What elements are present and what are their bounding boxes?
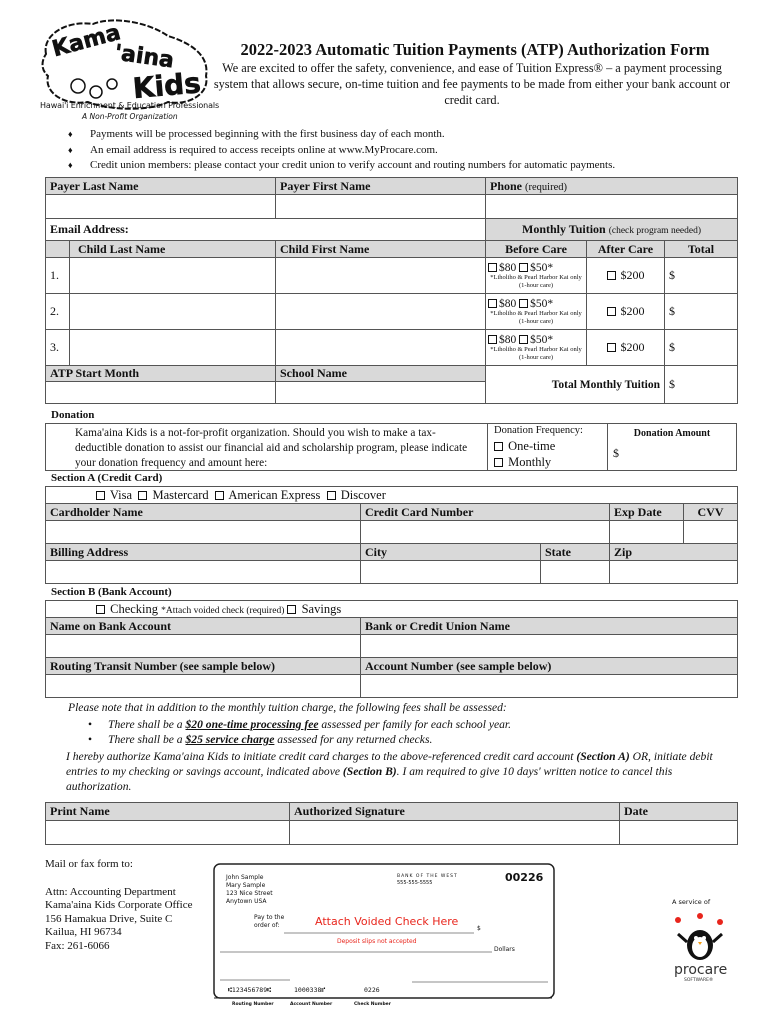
before-care-options[interactable]: $80 $50* *Liholiho & Pearl Harbor Kai only (1-hour care) [486, 330, 587, 366]
signature-label: Authorized Signature [290, 803, 620, 821]
before-care-label: Before Care [486, 241, 587, 258]
mail-line: Fax: 261-6066 [45, 939, 110, 952]
child-last-name-label: Child Last Name [70, 241, 276, 258]
total-monthly-label: Total Monthly Tuition [486, 366, 665, 404]
child-last-name-field[interactable] [70, 330, 276, 366]
email-field[interactable]: Email Address: [46, 219, 486, 241]
state-label: State [541, 544, 610, 561]
bank-name-label: Bank or Credit Union Name [361, 618, 738, 635]
table-row [46, 294, 738, 330]
name-on-account-field[interactable] [46, 635, 361, 658]
check-number-label: Check Number [354, 1002, 391, 1007]
checkbox-icon [488, 335, 497, 344]
form-title: 2022-2023 Automatic Tuition Payments (ATP) Authorization Form [240, 40, 710, 59]
donation-text: Kama'aina Kids is a not-for-profit organization. Should you wish to make a tax-deductible donation to assist our financial aid and scholarship program, please indicate your donation frequency and amount here: [75, 427, 468, 469]
before-care-options[interactable]: $80 $50* *Liholiho & Pearl Harbor Kai only (1-hour care) [486, 258, 587, 294]
card-type-options [46, 487, 738, 504]
checkbox-icon [519, 263, 528, 272]
checkbox-icon [519, 299, 528, 308]
check-bank: BANK OF THE WEST [397, 874, 458, 879]
authorization-text: I hereby authorize Kama'aina Kids to initiate credit card charges to the above-referenced credit card account (Section A) OR, initiate debit entries to my checking or savings account, indicated above (Section B). I am required to give 10 days' written notice to cancel this authorization. [66, 750, 713, 793]
child-first-name-field[interactable] [276, 294, 486, 330]
logo-subtitle: A Non-Profit Organization [82, 112, 178, 121]
mail-line: Kama'aina Kids Corporate Office [45, 899, 193, 911]
date-label: Date [620, 803, 738, 821]
dollars-label: Dollars [494, 946, 515, 953]
account-number-field[interactable] [361, 675, 738, 698]
after-care-option[interactable]: $200 [587, 330, 665, 366]
check-number: 00226 [505, 871, 544, 884]
mailing-address [45, 858, 192, 953]
checkbox-icon [494, 442, 503, 451]
donation-amount-field[interactable]: $ [613, 446, 619, 460]
routing-number-label: Routing Transit Number (see sample below) [46, 658, 361, 675]
mail-line: Kailua, HI 96734 [45, 926, 122, 938]
zip-label: Zip [610, 544, 738, 561]
info-bullets [68, 127, 615, 174]
check-bank-phone: 555-555-5555 [397, 880, 433, 886]
after-care-option[interactable]: $200 [587, 258, 665, 294]
row-number: 2. [46, 294, 70, 330]
dollar-sign: $ [477, 925, 481, 932]
credit-card-table [45, 486, 738, 584]
sample-check [212, 862, 556, 1012]
payer-first-name-label: Payer First Name [276, 178, 486, 195]
cvv-field[interactable] [684, 521, 738, 544]
attach-check-text: Attach Voided Check Here [315, 915, 459, 928]
exp-date-label: Exp Date [610, 504, 684, 521]
micr-routing: ⑆123456789⑆ [228, 986, 272, 994]
checking-option[interactable]: Checking [96, 602, 158, 616]
account-type-options [46, 601, 738, 618]
account-number-label: Account Number (see sample below) [361, 658, 738, 675]
name-on-account-label: Name on Bank Account [46, 618, 361, 635]
payer-last-name-field[interactable] [46, 195, 276, 219]
savings-option[interactable]: Savings [287, 602, 341, 616]
monthly-tuition-label: Monthly Tuition (check program needed) [486, 219, 738, 241]
procare-logo [660, 898, 740, 998]
signature-table [45, 802, 738, 845]
service-label: A service of [672, 898, 711, 906]
payer-last-name-label: Payer Last Name [46, 178, 276, 195]
bank-name-field[interactable] [361, 635, 738, 658]
checkbox-icon [607, 271, 616, 280]
child-first-name-field[interactable] [276, 258, 486, 294]
donation-box [45, 423, 737, 471]
card-number-label: Credit Card Number [361, 504, 610, 521]
account-label: Account Number [290, 1002, 333, 1007]
section-b-label: Section B (Bank Account) [51, 586, 172, 598]
check-name: John Sample [226, 874, 264, 881]
routing-number-field[interactable] [46, 675, 361, 698]
after-care-option[interactable]: $200 [587, 294, 665, 330]
total-label: Total [665, 241, 738, 258]
discover-option[interactable]: Discover [327, 488, 386, 502]
city-label: City [361, 544, 541, 561]
billing-address-label: Billing Address [46, 544, 361, 561]
card-number-field[interactable] [361, 521, 610, 544]
school-name-field[interactable] [276, 382, 486, 404]
print-name-field[interactable] [46, 821, 290, 845]
child-first-name-field[interactable] [276, 330, 486, 366]
school-name-label: School Name [276, 366, 486, 382]
routing-label: Routing Number [232, 1002, 274, 1007]
bullet-item: ♦ Credit union members: please contact your credit union to verify account and routing numbers for automatic payments. [68, 158, 615, 174]
svg-text:Kama: Kama [49, 20, 124, 63]
donation-label: Donation [51, 409, 95, 421]
checkbox-icon [519, 335, 528, 344]
date-field[interactable] [620, 821, 738, 845]
print-name-label: Print Name [46, 803, 290, 821]
donation-amount-label: Donation Amount [633, 428, 711, 439]
phone-field[interactable] [486, 195, 738, 219]
table-row [46, 330, 738, 366]
pay-to-label: Pay to the [254, 914, 285, 921]
mail-line: Attn: Accounting Department [45, 885, 176, 898]
fee-item: • There shall be a $25 service charge assessed for any returned checks. [88, 732, 728, 747]
bank-account-table [45, 600, 738, 698]
billing-address-field[interactable] [46, 561, 361, 584]
mastercard-option[interactable]: Mastercard [138, 488, 208, 502]
svg-text:'aina: 'aina [112, 40, 176, 74]
payer-first-name-field[interactable] [276, 195, 486, 219]
bullet-item: ♦ Payments will be processed beginning with the first business day of each month. [68, 127, 615, 143]
row-number: 3. [46, 330, 70, 366]
atp-start-label: ATP Start Month [46, 366, 276, 382]
checkbox-icon [96, 491, 105, 500]
atp-start-field[interactable] [46, 382, 276, 404]
checkbox-icon [607, 343, 616, 352]
total-monthly-field[interactable]: $ [665, 366, 738, 404]
after-care-label: After Care [587, 241, 665, 258]
table-row [46, 258, 738, 294]
checkbox-icon [215, 491, 224, 500]
fee-notes [68, 700, 728, 794]
before-care-options[interactable]: $80 $50* *Liholiho & Pearl Harbor Kai only (1-hour care) [486, 294, 587, 330]
deposit-note: Deposit slips not accepted [337, 938, 417, 945]
procare-sub: SOFTWARE® [684, 978, 714, 983]
check-address: 123 Nice Street [226, 890, 273, 897]
monthly-option[interactable]: Monthly [494, 455, 551, 470]
mail-line: 156 Hamakua Drive, Suite C [45, 912, 173, 925]
checkbox-icon [327, 491, 336, 500]
phone-label: Phone (required) [486, 178, 738, 195]
logo-tagline: Hawai'i Enrichment & Education Professionals [40, 101, 220, 110]
micr-check: 0226 [364, 986, 380, 994]
checkbox-icon [96, 605, 105, 614]
mail-heading: Mail or fax form to: [45, 858, 133, 870]
procare-brand: procare [674, 962, 728, 978]
exp-date-field[interactable] [610, 521, 684, 544]
one-time-option[interactable]: One-time [494, 439, 555, 454]
row-total[interactable]: $ [665, 330, 738, 366]
checkbox-icon [494, 458, 503, 467]
checkbox-icon [287, 605, 296, 614]
row-total[interactable]: $ [665, 258, 738, 294]
pay-to-label: order of: [254, 922, 280, 929]
row-total[interactable]: $ [665, 294, 738, 330]
bullet-item: ♦ An email address is required to access receipts online at www.MyProcare.com. [68, 143, 615, 159]
payer-child-table [45, 177, 738, 404]
svg-text:Kids: Kids [131, 66, 203, 106]
state-field[interactable] [541, 561, 610, 584]
checkbox-icon [607, 307, 616, 316]
child-first-name-label: Child First Name [276, 241, 486, 258]
check-address: Anytown USA [226, 898, 267, 905]
checking-note: *Attach voided check (required) [161, 605, 285, 616]
fee-item: • There shall be a $20 one-time processing fee assessed per family for each school year. [88, 717, 728, 732]
row-number: 1. [46, 258, 70, 294]
child-last-name-field[interactable] [70, 294, 276, 330]
signature-field[interactable] [290, 821, 620, 845]
donation-frequency-label: Donation Frequency: [494, 425, 583, 436]
zip-field[interactable] [610, 561, 738, 584]
cardholder-name-field[interactable] [46, 521, 361, 544]
micr-account: 1000338⑈ [294, 986, 326, 994]
city-field[interactable] [361, 561, 541, 584]
cardholder-name-label: Cardholder Name [46, 504, 361, 521]
child-last-name-field[interactable] [70, 258, 276, 294]
penguin-icon [660, 912, 740, 964]
visa-option[interactable]: Visa [96, 488, 132, 502]
check-name: Mary Sample [226, 882, 266, 889]
notes-intro: Please note that in addition to the monthly tuition charge, the following fees shall be assessed: [68, 701, 507, 714]
amex-option[interactable]: American Express [215, 488, 320, 502]
section-a-label: Section A (Credit Card) [51, 472, 163, 484]
intro-paragraph: We are excited to offer the safety, convenience, and ease of Tuition Express® – a payment processing system that allows secure, on-time tuition and fee payments to be made from either your bank account or credit card. [213, 61, 731, 107]
checkbox-icon [488, 263, 497, 272]
cvv-label: CVV [684, 504, 738, 521]
checkbox-icon [488, 299, 497, 308]
checkbox-icon [138, 491, 147, 500]
